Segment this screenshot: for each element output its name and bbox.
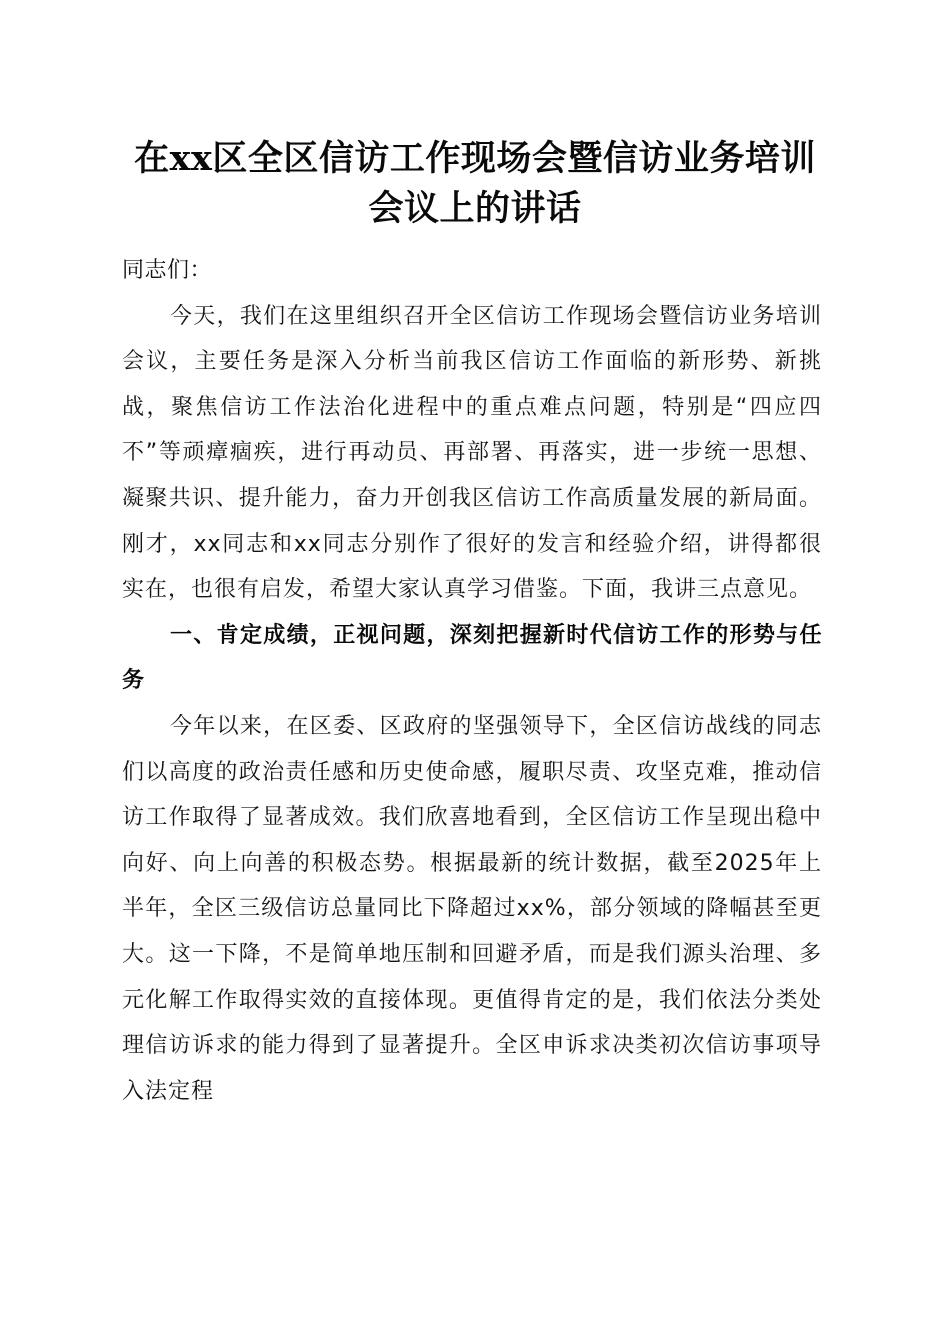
section-heading-1: 一、肯定成绩，正视问题，深刻把握新时代信访工作的形势与任务 [122, 622, 822, 694]
paragraph-intro: 今天，我们在这里组织召开全区信访工作现场会暨信访业务培训会议，主要任务是深入分析当前我区信访工作面临的新形势、新挑战，聚焦信访工作法治化进程中的重点难点问题，特别是“四应四不”等顽瘴痼疾，进行再动员、再部署、再落实，进一步统一思想、凝聚共识、提升能力，奋力开创我区信访工作高质量发展的新局面。刚才，xx同志和xx同志分别作了很好的发言和经验介绍，讲得都很实在，也很有启发，希望大家认真学习借鉴。下面，我讲三点意见。 [122, 303, 822, 603]
title-line-1: 在xx区全区信访工作现场会暨信访业务培训 [134, 138, 816, 179]
paragraph-achievements: 今年以来，在区委、区政府的坚强领导下，全区信访战线的同志们以高度的政治责任感和历史使命感，履职尽责、攻坚克难，推动信访工作取得了显著成效。我们欣喜地看到，全区信访工作呈现出稳中向好、向上向善的积极态势。根据最新的统计数据，截至2025年上半年，全区三级信访总量同比下降超过xx%，部分领域的降幅甚至更大。这一下降，不是简单地压制和回避矛盾，而是我们源头治理、多元化解工作取得实效的直接体现。更值得肯定的是，我们依法分类处理信访诉求的能力得到了显著提升。全区申诉求决类初次信访事项导入法定程 [122, 713, 822, 1104]
document-title [60, 134, 890, 234]
salutation: 同志们： [122, 258, 213, 283]
document-body [122, 248, 822, 1114]
title-line-2: 会议上的讲话 [368, 188, 582, 229]
